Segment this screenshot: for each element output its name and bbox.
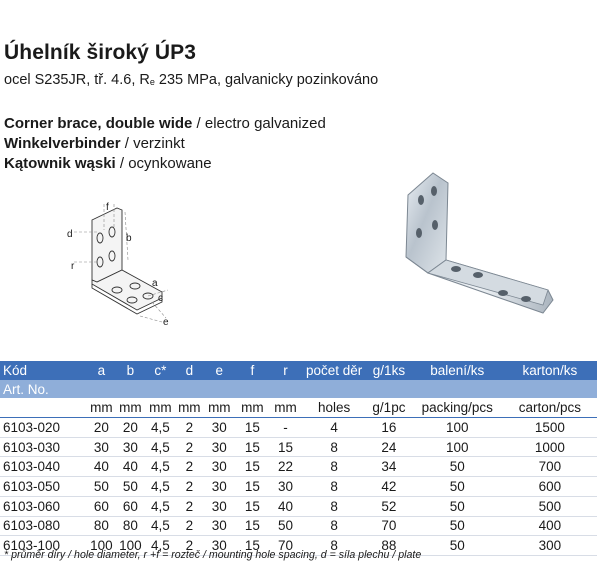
cell-packing: balení/ks bbox=[412, 361, 503, 380]
cell-r: 50 bbox=[269, 516, 302, 536]
cell-holes: holes bbox=[302, 398, 366, 417]
name-polish-bold: Kątownik wąski bbox=[4, 155, 116, 172]
cell-packing: 100 bbox=[412, 418, 503, 438]
cell-c: 4,5 bbox=[145, 437, 176, 457]
cell-d: 2 bbox=[176, 418, 203, 438]
cell-carton: 1500 bbox=[503, 418, 597, 438]
cell-r: 30 bbox=[269, 477, 302, 497]
cell-f: 15 bbox=[236, 418, 269, 438]
cell-holes bbox=[302, 380, 366, 399]
cell-code: 6103-040 bbox=[0, 457, 87, 477]
cell-b: 40 bbox=[116, 457, 145, 477]
cell-d bbox=[176, 380, 203, 399]
cell-c: 4,5 bbox=[145, 477, 176, 497]
cell-d: mm bbox=[176, 398, 203, 417]
spec-suffix: 235 MPa, galvanicky pozinkováno bbox=[154, 72, 379, 88]
cell-c: mm bbox=[145, 398, 176, 417]
cell-e: 30 bbox=[203, 516, 236, 536]
cell-b: b bbox=[116, 361, 145, 380]
cell-weight bbox=[366, 380, 412, 399]
cell-f: 15 bbox=[236, 536, 269, 556]
cell-packing: 50 bbox=[412, 477, 503, 497]
cell-holes: 8 bbox=[302, 536, 366, 556]
cell-weight: g/1ks bbox=[366, 361, 412, 380]
cell-carton: 700 bbox=[503, 457, 597, 477]
cell-f: mm bbox=[236, 398, 269, 417]
cell-code: Kód bbox=[0, 361, 87, 380]
cell-r: - bbox=[269, 418, 302, 438]
cell-c: 4,5 bbox=[145, 457, 176, 477]
cell-f: 15 bbox=[236, 437, 269, 457]
cell-carton: carton/pcs bbox=[503, 398, 597, 417]
cell-code: 6103-050 bbox=[0, 477, 87, 497]
cell-d: 2 bbox=[176, 437, 203, 457]
cell-holes: 8 bbox=[302, 437, 366, 457]
cell-packing: packing/pcs bbox=[412, 398, 503, 417]
cell-weight: 52 bbox=[366, 496, 412, 516]
dim-label-e: e bbox=[163, 317, 169, 328]
cell-f: 15 bbox=[236, 516, 269, 536]
name-english bbox=[4, 115, 326, 132]
cell-a: 50 bbox=[87, 477, 116, 497]
table-units-row bbox=[0, 398, 597, 417]
spec-table bbox=[0, 361, 597, 556]
cell-code: 6103-060 bbox=[0, 496, 87, 516]
cell-a bbox=[87, 380, 116, 399]
cell-e: 30 bbox=[203, 437, 236, 457]
cell-r: mm bbox=[269, 398, 302, 417]
cell-a: 20 bbox=[87, 418, 116, 438]
cell-b: 50 bbox=[116, 477, 145, 497]
product-title: Úhelník široký ÚP3 bbox=[4, 41, 197, 64]
cell-carton: 400 bbox=[503, 516, 597, 536]
cell-carton: 600 bbox=[503, 477, 597, 497]
cell-d: d bbox=[176, 361, 203, 380]
cell-a: 60 bbox=[87, 496, 116, 516]
cell-r: 40 bbox=[269, 496, 302, 516]
material-spec bbox=[4, 72, 378, 88]
cell-c: 4,5 bbox=[145, 516, 176, 536]
cell-a: a bbox=[87, 361, 116, 380]
cell-f: 15 bbox=[236, 477, 269, 497]
cell-e: 30 bbox=[203, 418, 236, 438]
cell-holes: 8 bbox=[302, 516, 366, 536]
cell-packing: 100 bbox=[412, 437, 503, 457]
cell-d: 2 bbox=[176, 477, 203, 497]
spec-subscript: e bbox=[149, 77, 155, 87]
cell-d: 2 bbox=[176, 496, 203, 516]
cell-r: 70 bbox=[269, 536, 302, 556]
cell-b: mm bbox=[116, 398, 145, 417]
dim-label-d: d bbox=[67, 229, 73, 240]
cell-packing: 50 bbox=[412, 516, 503, 536]
product-photo bbox=[388, 165, 563, 325]
table-row bbox=[0, 496, 597, 516]
cell-code: 6103-020 bbox=[0, 418, 87, 438]
cell-e: 30 bbox=[203, 477, 236, 497]
name-german bbox=[4, 135, 185, 152]
cell-f: f bbox=[236, 361, 269, 380]
cell-c bbox=[145, 380, 176, 399]
cell-holes: počet děr bbox=[302, 361, 366, 380]
name-english-bold: Corner brace, double wide bbox=[4, 115, 193, 132]
cell-d: 2 bbox=[176, 536, 203, 556]
cell-e: 30 bbox=[203, 536, 236, 556]
cell-c: 4,5 bbox=[145, 418, 176, 438]
cell-b: 20 bbox=[116, 418, 145, 438]
cell-a: 30 bbox=[87, 437, 116, 457]
cell-f bbox=[236, 380, 269, 399]
cell-b: 100 bbox=[116, 536, 145, 556]
table-row bbox=[0, 457, 597, 477]
cell-f: 15 bbox=[236, 457, 269, 477]
cell-e: 30 bbox=[203, 496, 236, 516]
cell-code: Art. No. bbox=[0, 380, 87, 399]
table-subheader-row bbox=[0, 380, 597, 399]
name-polish-rest: / ocynkowane bbox=[115, 155, 212, 172]
cell-b: 60 bbox=[116, 496, 145, 516]
cell-packing bbox=[412, 380, 503, 399]
cell-f: 15 bbox=[236, 496, 269, 516]
table-header-row bbox=[0, 361, 597, 380]
cell-code bbox=[0, 398, 87, 417]
cell-a: 80 bbox=[87, 516, 116, 536]
cell-a: 40 bbox=[87, 457, 116, 477]
cell-e: mm bbox=[203, 398, 236, 417]
cell-code: 6103-100 bbox=[0, 536, 87, 556]
cell-e: 30 bbox=[203, 457, 236, 477]
cell-e bbox=[203, 380, 236, 399]
cell-carton: 500 bbox=[503, 496, 597, 516]
cell-r bbox=[269, 380, 302, 399]
cell-code: 6103-030 bbox=[0, 437, 87, 457]
dim-label-b: b bbox=[126, 233, 132, 244]
cell-a: mm bbox=[87, 398, 116, 417]
cell-r: r bbox=[269, 361, 302, 380]
cell-holes: 8 bbox=[302, 477, 366, 497]
cell-b: 30 bbox=[116, 437, 145, 457]
cell-e: e bbox=[203, 361, 236, 380]
cell-code: 6103-080 bbox=[0, 516, 87, 536]
cell-weight: 16 bbox=[366, 418, 412, 438]
cell-c: 4,5 bbox=[145, 496, 176, 516]
cell-d: 2 bbox=[176, 457, 203, 477]
cell-c: 4,5 bbox=[145, 536, 176, 556]
cell-holes: 8 bbox=[302, 457, 366, 477]
cell-carton bbox=[503, 380, 597, 399]
name-german-bold: Winkelverbinder bbox=[4, 135, 121, 152]
dim-label-f: f bbox=[106, 202, 109, 213]
cell-r: 15 bbox=[269, 437, 302, 457]
cell-weight: 88 bbox=[366, 536, 412, 556]
cell-packing: 50 bbox=[412, 457, 503, 477]
cell-weight: 42 bbox=[366, 477, 412, 497]
cell-r: 22 bbox=[269, 457, 302, 477]
cell-b bbox=[116, 380, 145, 399]
table-row bbox=[0, 477, 597, 497]
spec-prefix: ocel S235JR, tř. 4.6, R bbox=[4, 72, 150, 88]
cell-weight: 24 bbox=[366, 437, 412, 457]
name-english-rest: / electro galvanized bbox=[192, 115, 326, 132]
dim-label-c: c bbox=[158, 293, 163, 304]
dim-label-a: a bbox=[152, 278, 158, 289]
cell-carton: 300 bbox=[503, 536, 597, 556]
dim-label-r: r bbox=[71, 261, 75, 272]
cell-weight: 34 bbox=[366, 457, 412, 477]
cell-packing: 50 bbox=[412, 496, 503, 516]
cell-b: 80 bbox=[116, 516, 145, 536]
cell-weight: g/1pc bbox=[366, 398, 412, 417]
cell-a: 100 bbox=[87, 536, 116, 556]
name-polish bbox=[4, 155, 212, 172]
cell-carton: karton/ks bbox=[503, 361, 597, 380]
cell-holes: 4 bbox=[302, 418, 366, 438]
dimension-drawing bbox=[62, 200, 182, 340]
table-row bbox=[0, 418, 597, 438]
cell-packing: 50 bbox=[412, 536, 503, 556]
name-german-rest: / verzinkt bbox=[120, 135, 185, 152]
table-row bbox=[0, 437, 597, 457]
table-row bbox=[0, 516, 597, 536]
cell-holes: 8 bbox=[302, 496, 366, 516]
footnote: * průměr díry / hole diameter, r +f = rozteč / mounting hole spacing, d = síla plechu / plate bbox=[4, 549, 422, 561]
cell-c: c* bbox=[145, 361, 176, 380]
cell-weight: 70 bbox=[366, 516, 412, 536]
cell-d: 2 bbox=[176, 516, 203, 536]
cell-carton: 1000 bbox=[503, 437, 597, 457]
